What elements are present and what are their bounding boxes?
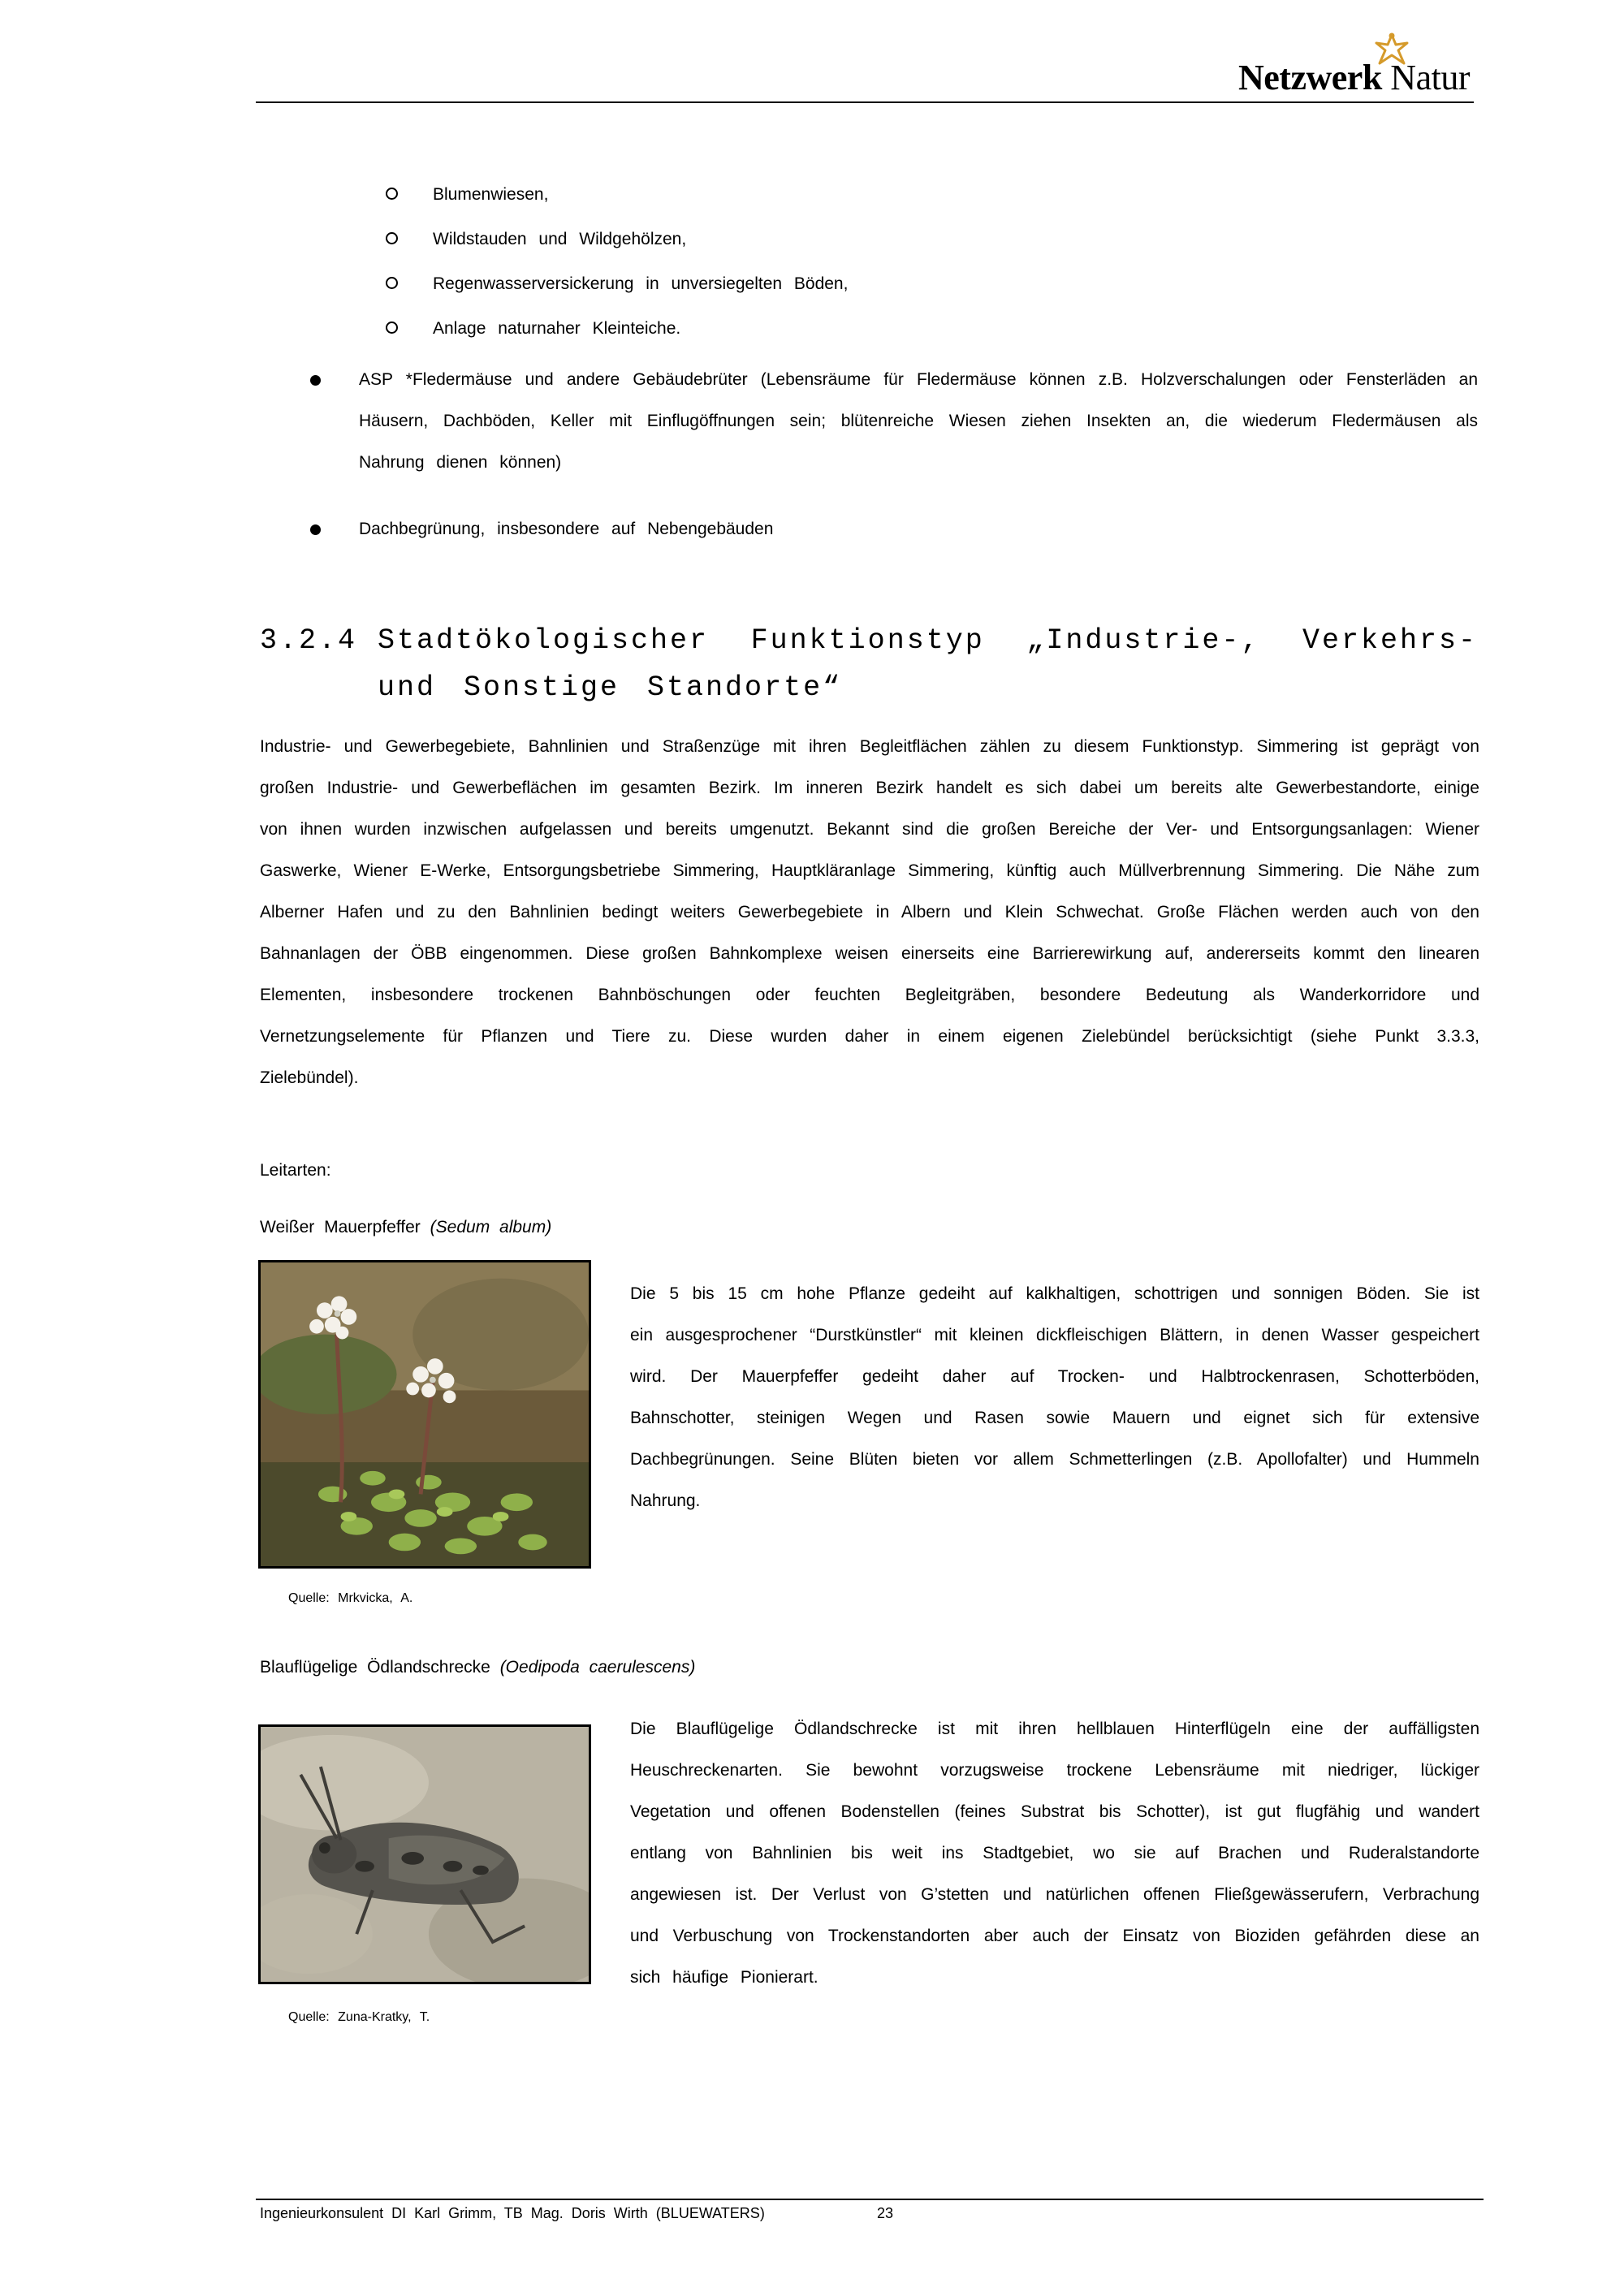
species-latin-name: (Sedum album) bbox=[430, 1218, 552, 1236]
section-title: Stadtökologischer Funktionstyp „Industrie-, Verkehrs- und Sonstige Standorte“ bbox=[378, 624, 1478, 704]
photo-source-caption: Quelle: Mrkvicka, A. bbox=[288, 1591, 413, 1605]
circle-bullet-icon bbox=[386, 232, 398, 244]
bullet-item-asp: ASP *Fledermäuse und andere Gebäudebrüter (Lebensräume für Fledermäuse können z.B. Holzverschalungen oder Fensterläden an Häusern, Dachböden, Keller mit Einflugöffnungen sein; blütenreiche Wiesen ziehen Insekten an, die wiederum Fledermäusen als Nahrung dienen können) bbox=[309, 359, 1478, 483]
bullet-item-dachbegruenung: Dachbegrünung, insbesondere auf Nebengebäuden bbox=[309, 508, 1478, 550]
brand-wordmark bbox=[1238, 57, 1470, 98]
grasshopper-photo bbox=[258, 1724, 591, 1984]
photo-source-caption: Quelle: Zuna-Kratky, T. bbox=[288, 2010, 430, 2024]
species-common-name: Weißer Mauerpfeffer bbox=[260, 1218, 421, 1236]
footer-rule bbox=[256, 2199, 1484, 2200]
section-number: 3.2.4 bbox=[260, 624, 358, 657]
sedum-photo bbox=[258, 1260, 591, 1569]
species-title bbox=[260, 1218, 551, 1237]
leitarten-label: Leitarten: bbox=[260, 1161, 331, 1180]
bullet-dot-icon bbox=[310, 524, 321, 535]
star-figure-icon bbox=[1371, 32, 1413, 68]
circle-bullet-icon bbox=[386, 277, 398, 289]
circle-bullet-icon bbox=[386, 322, 398, 334]
species-latin-name: (Oedipoda caerulescens) bbox=[499, 1658, 696, 1677]
brand-bold: Netzwerk bbox=[1238, 58, 1382, 97]
bullet-dot-icon bbox=[310, 375, 321, 386]
intro-paragraph: Industrie- und Gewerbegebiete, Bahnlinien und Straßenzüge mit ihren Begleitflächen zählen zu diesem Funktionstyp. Simmering ist geprägt von großen Industrie- und Gewerbeflächen im gesamten Bezirk. Im inneren Bezirk handelt es sich dabei um bereits alte Gewerbestandorte, einige von ihnen wurden inzwischen aufgelassen und bereits umgenutzt. Bekannt sind die großen Bereiche der Ver- und Entsorgungsanlagen: Wiener Gaswerke, Wiener E-Werke, Entsorgungsbetriebe Simmering, Hauptkläranlage Simmering, künftig auch Müllverbrennung Simmering. Die Nähe zum Alberner Hafen und zu den Bahnlinien bedingt weiters Gewerbegebiete in Albern und Klein Schwechat. Große Flächen werden auch von den Bahnanlagen der ÖBB eingenommen. Diese großen Bahnkomplexe weisen einerseits eine Barrierewirkung auf, andererseits kommt den linearen Elementen, insbesondere trockenen Bahnböschungen oder feuchten Begleitgräben, besondere Bedeutung als Wanderkorridore und Vernetzungselemente für Pflanzen und Tiere zu. Diese wurden daher in einem eigenen Zielebündel berücksichtigt (siehe Punkt 3.3.3, Zielebündel). bbox=[260, 737, 1479, 1087]
page-number: 23 bbox=[877, 2205, 894, 2221]
section-heading bbox=[260, 617, 1478, 711]
brand-regular: Natur bbox=[1390, 58, 1470, 97]
header-rule bbox=[256, 101, 1474, 103]
species-description: Die 5 bis 15 cm hohe Pflanze gedeiht auf kalkhaltigen, schottrigen und sonnigen Böden. Sie ist ein ausgesprochener “Durstkünstler“ mit kleinen dickfleischigen Blättern, in denen Wasser gespeichert wird. Der Mauerpfeffer gedeiht daher auf Trocken- und Halbtrockenrasen, Schotterböden, Bahnschotter, steinigen Wegen und Rasen sowie Mauern und eignet sich für extensive Dachbegrünungen. Seine Blüten bieten vor allem Schmetterlingen (z.B. Apollofalter) und Hummeln Nahrung. bbox=[630, 1284, 1479, 1510]
footer-text: Ingenieurkonsulent DI Karl Grimm, TB Mag. Doris Wirth (BLUEWATERS) bbox=[260, 2205, 765, 2221]
circle-bullet-icon bbox=[386, 188, 398, 200]
species-description: Die Blauflügelige Ödlandschrecke ist mit ihren hellblauen Hinterflügeln eine der auffälligsten Heuschreckenarten. Sie bewohnt vorzugsweise trockene Lebensräume mit niedriger, lückiger Vegetation und offenen Bodenstellen (feines Substrat bis Schotter), ist gut flugfähig und wandert entlang von Bahnlinien bis weit ins Stadtgebiet, wo sie auf Brachen und Ruderalstandorte angewiesen ist. Der Verlust von G’stetten und natürlichen offenen Fließgewässerufern, Verbrachung und Verbuschung von Trockenstandorten aber auch der Einsatz von Bioziden gefährden diese an sich häufige Pionierart. bbox=[630, 1720, 1479, 1987]
species-common-name: Blauflügelige Ödlandschrecke bbox=[260, 1658, 490, 1677]
species-title bbox=[260, 1658, 695, 1677]
